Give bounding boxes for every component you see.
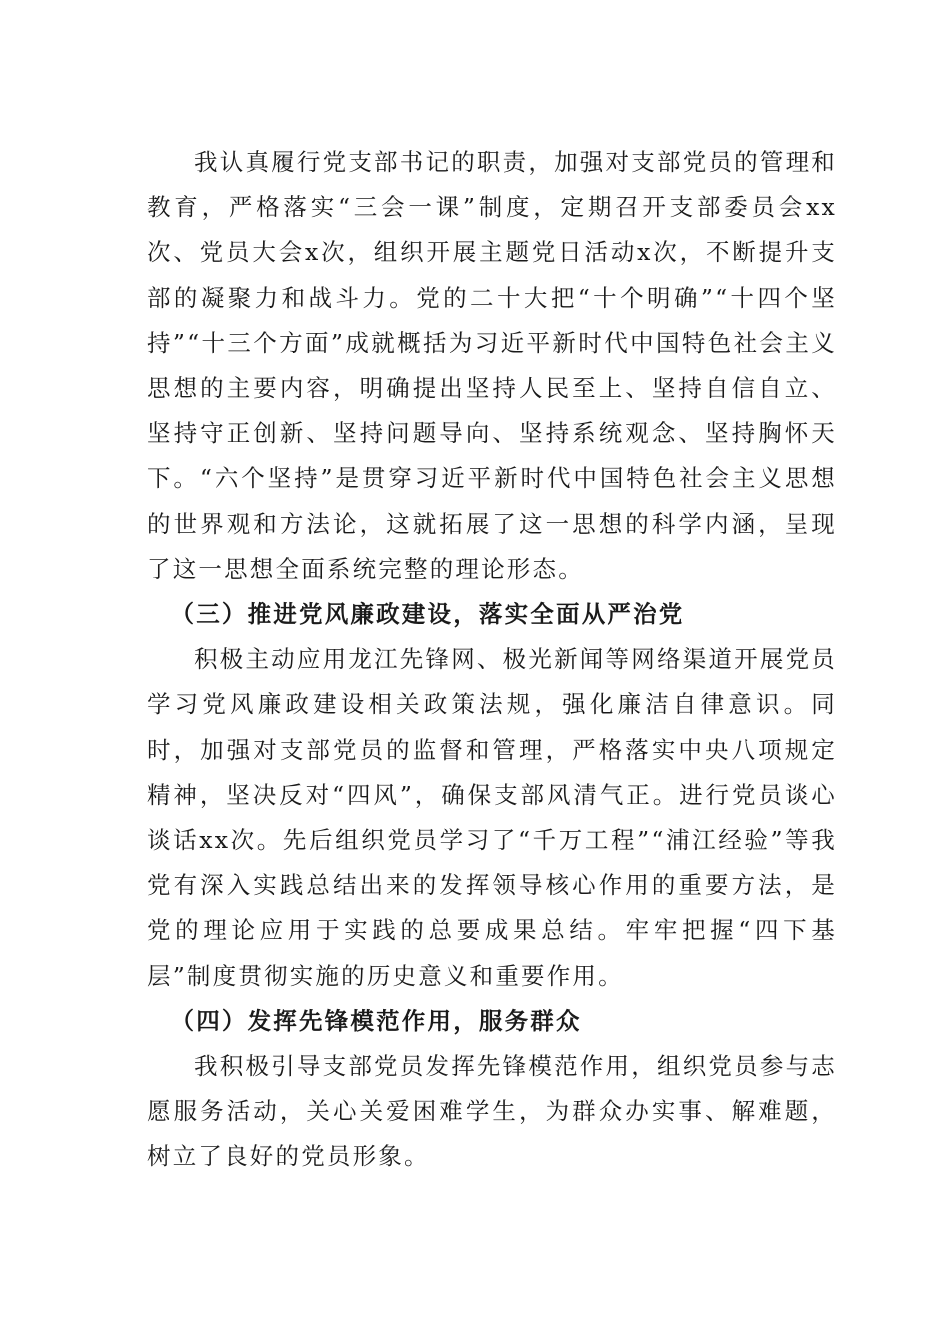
section-heading-3: （三）推进党风廉政建设，落实全面从严治党 [170,600,685,629]
paragraph-party-secretary-duties: 我认真履行党支部书记的职责，加强对支部党员的管理和教育，严格落实“三会一课”制度，定期召开支部委员会xx次、党员大会x次，组织开展主题党日活动x次，不断提升支部的凝聚力和战斗力。党的二十大把“十个明确”“十四个坚持”“十三个方面”成就概括为习近平新时代中国特色社会主义思想的主要内容，明确提出坚持人民至上、坚持自信自立、坚持守正创新、坚持问题导向、坚持系统观念、坚持胸怀天下。“六个坚持”是贯穿习近平新时代中国特色社会主义思想的世界观和方法论，这就拓展了这一思想的科学内涵，呈现了这一思想全面系统完整的理论形态。 [147,148,837,583]
paragraph-integrity-building: 积极主动应用龙江先锋网、极光新闻等网络渠道开展党员学习党风廉政建设相关政策法规，强化廉洁自律意识。同时，加强对支部党员的监督和管理，严格落实中央八项规定精神，坚决反对“四风”，确保支部风清气正。进行党员谈心谈话xx次。先后组织党员学习了“千万工程”“浦江经验”等我党有深入实践总结出来的发挥领导核心作用的重要方法，是党的理论应用于实践的总要成果总结。牢牢把握“四下基层”制度贯彻实施的历史意义和重要作用。 [147,645,837,990]
section-heading-4: （四）发挥先锋模范作用，服务群众 [170,1006,582,1035]
document-body [147,140,837,1180]
paragraph-vanguard-role: 我积极引导支部党员发挥先锋模范作用，组织党员参与志愿服务活动，关心关爱困难学生，为群众办实事、解难题，树立了良好的党员形象。 [147,1052,837,1171]
